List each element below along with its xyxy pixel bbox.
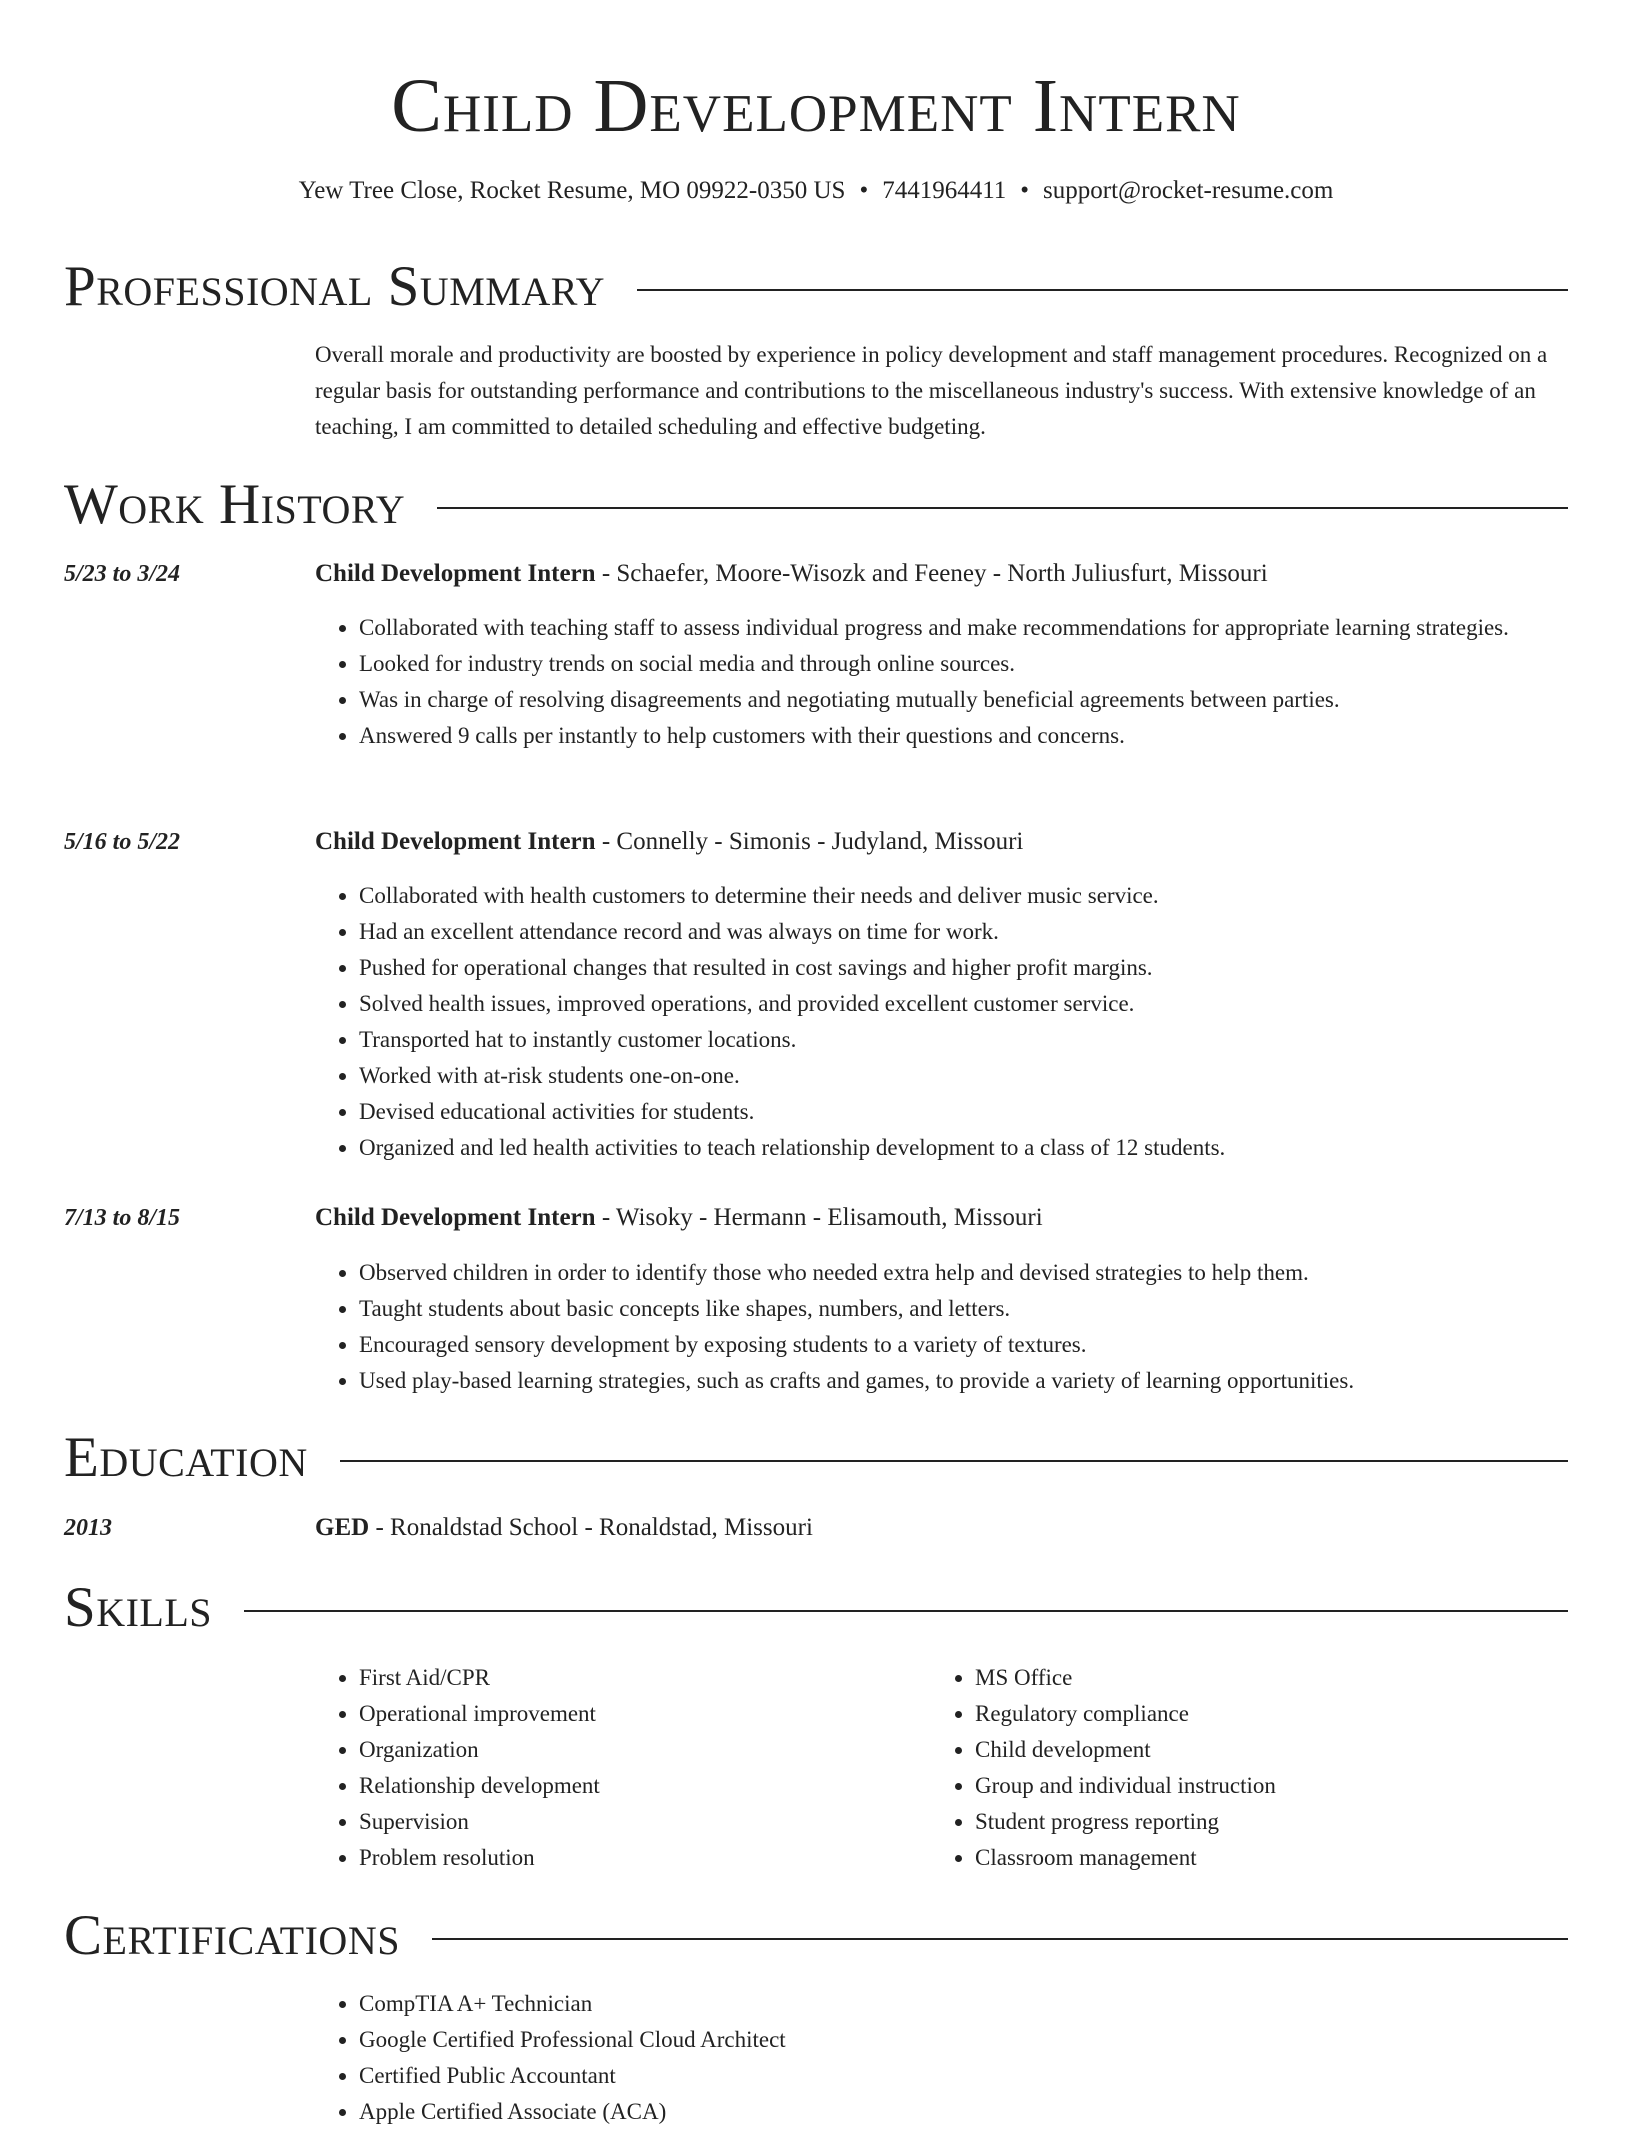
job-employer: - Connelly - Simonis - Judyland, Missouri [595,828,1024,855]
section-heading-certifications [64,1904,1568,1968]
skill-item: • First Aid/CPR [359,1660,915,1696]
education-year: 2013 [64,1515,112,1541]
job-title: Child Development Intern [315,828,596,855]
skill-item: • Student progress reporting [975,1804,1531,1840]
job-employer: - Wisoky - Hermann - Elisamouth, Missouri [595,1204,1043,1231]
section-divider [637,289,1568,291]
skill-item: • Relationship development [359,1768,915,1804]
certification-item: • Certified Public Accountant [359,2058,1568,2094]
education-degree: GED [315,1514,370,1541]
resume-name: Child Development Intern [391,64,1241,148]
list-item: • Was in charge of resolving disagreements and negotiating mutually beneficial agreements between parties. [359,682,1568,718]
contact-separator: • [1020,177,1030,204]
section-divider [340,1460,1568,1462]
job-employer: - Schaefer, Moore-Wisozk and Feeney - North Juliusfurt, Missouri [595,560,1268,587]
section-heading-summary [64,255,1568,319]
certifications-list [315,1986,1568,2130]
skill-item: • MS Office [975,1660,1531,1696]
section-title: Work History [64,473,406,536]
job-heading [315,826,1568,858]
list-item: • Collaborated with teaching staff to assess individual progress and make recommendations for appropriate learning strategies. [359,610,1568,646]
list-item: • Organized and led health activities to teach relationship development to a class of 12 students. [359,1130,1568,1166]
education-entry [315,1512,1568,1544]
certification-item: • CompTIA A+ Technician [359,1986,1568,2022]
list-item: • Looked for industry trends on social media and through online sources. [359,646,1568,682]
job-dates: 5/23 to 3/24 [64,561,181,587]
section-divider [432,1938,1568,1940]
job-heading [315,558,1568,590]
skill-item: • Problem resolution [359,1840,915,1876]
education-school: - Ronaldstad School - Ronaldstad, Missouri [369,1514,813,1541]
skill-item: • Regulatory compliance [975,1696,1531,1732]
list-item: • Pushed for operational changes that resulted in cost savings and higher profit margins. [359,950,1568,986]
job-bullets [315,1255,1568,1399]
section-divider [437,507,1568,509]
skill-item: • Group and individual instruction [975,1768,1531,1804]
skills-list-right [931,1660,1531,1876]
contact-line [0,175,1632,207]
contact-phone: 7441964411 [882,177,1007,204]
job-dates: 7/13 to 8/15 [64,1205,181,1231]
list-item: • Worked with at-risk students one-on-one. [359,1058,1568,1094]
list-item: • Collaborated with health customers to determine their needs and deliver music service. [359,878,1568,914]
section-title: Education [64,1426,308,1489]
job-title: Child Development Intern [315,560,596,587]
list-item: • Observed children in order to identify those who needed extra help and devised strategies to help them. [359,1255,1568,1291]
skill-item: • Classroom management [975,1840,1531,1876]
section-divider [244,1610,1568,1612]
job-heading [315,1202,1568,1234]
list-item: • Used play-based learning strategies, such as crafts and games, to provide a variety of learning opportunities. [359,1363,1568,1399]
section-heading-education [64,1426,1568,1490]
skill-item: • Operational improvement [359,1696,915,1732]
section-title: Certifications [64,1904,400,1967]
skill-item: • Organization [359,1732,915,1768]
skill-item: • Supervision [359,1804,915,1840]
contact-email: support@rocket-resume.com [1043,177,1334,204]
contact-address: Yew Tree Close, Rocket Resume, MO 09922-0350 US [298,177,846,204]
section-title: Skills [64,1576,213,1639]
contact-separator: • [859,177,869,204]
job-bullets [315,878,1568,1166]
certification-item: • Google Certified Professional Cloud Architect [359,2022,1568,2058]
list-item: • Taught students about basic concepts like shapes, numbers, and letters. [359,1291,1568,1327]
list-item: • Devised educational activities for students. [359,1094,1568,1130]
job-dates: 5/16 to 5/22 [64,829,181,855]
job-title: Child Development Intern [315,1204,596,1231]
skill-item: • Child development [975,1732,1531,1768]
list-item: • Had an excellent attendance record and was always on time for work. [359,914,1568,950]
skills-list-left [315,1660,915,1876]
section-heading-work-history [64,473,1568,537]
summary-text: Overall morale and productivity are boosted by experience in policy development and staff management procedures. Recognized on a regular basis for outstanding performance and contributions to the miscellaneous industry's success. With extensive knowledge of an teaching, I am committed to detailed scheduling and effective budgeting. [315,342,1548,439]
section-heading-skills [64,1576,1568,1640]
list-item: • Encouraged sensory development by exposing students to a variety of textures. [359,1327,1568,1363]
certification-item: • Apple Certified Associate (ACA) [359,2094,1568,2130]
job-bullets [315,610,1568,754]
list-item: • Answered 9 calls per instantly to help customers with their questions and concerns. [359,718,1568,754]
section-title: Professional Summary [64,255,606,318]
list-item: • Solved health issues, improved operations, and provided excellent customer service. [359,986,1568,1022]
list-item: • Transported hat to instantly customer locations. [359,1022,1568,1058]
